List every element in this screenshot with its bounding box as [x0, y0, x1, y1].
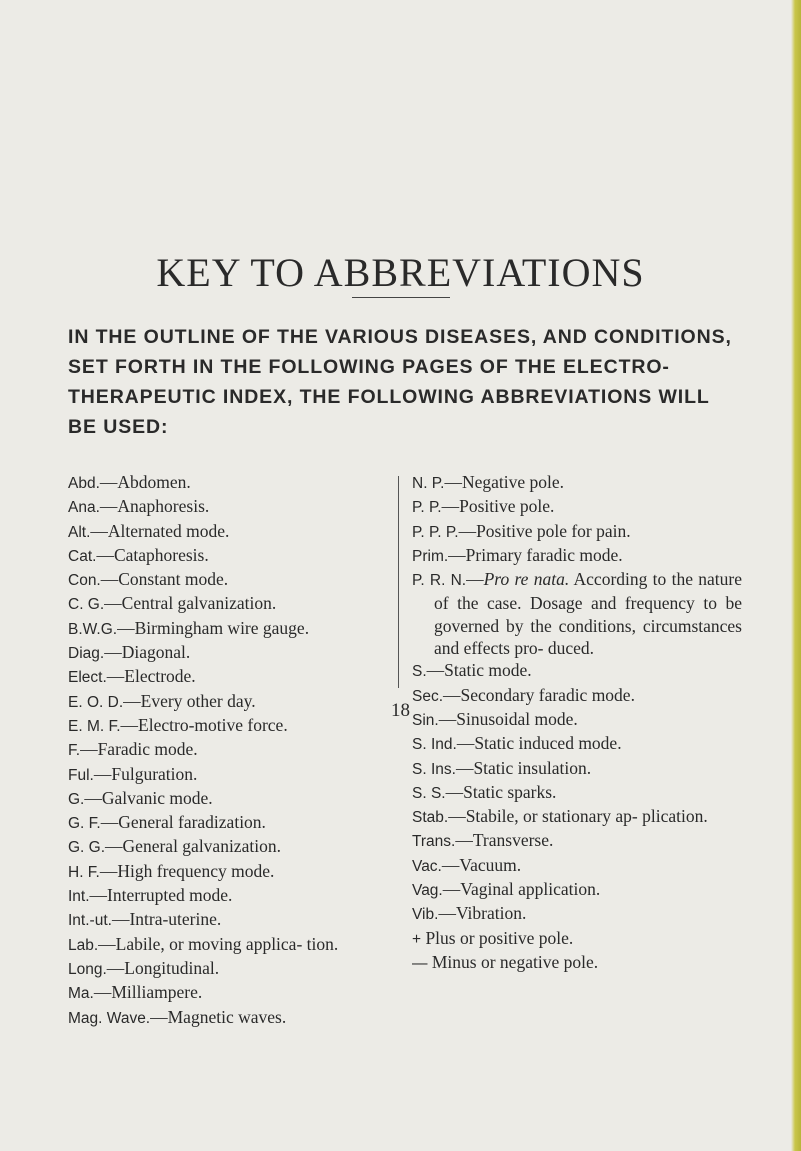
- abbreviation-entry: Ful.—Fulguration.: [68, 763, 198, 784]
- abbreviation-entry: P. R. N.—Pro re nata. According to the nature of the case. Dosage and frequency to be governed by the conditions, circumstances and effects pro- duced.: [412, 569, 742, 659]
- abbreviation-entry: G.—Galvanic mode.: [68, 787, 213, 808]
- abbreviation-entry: Vac.—Vacuum.: [412, 854, 522, 875]
- definition: Abdomen.: [117, 472, 191, 492]
- abbreviation-entry: Lab.—Labile, or moving applica- tion.: [68, 933, 339, 954]
- page-title: KEY TO ABBREVIATIONS: [156, 249, 645, 295]
- definition: Longitudinal.: [124, 957, 220, 978]
- abbreviation-entry: Diag.—Diagonal.: [68, 642, 191, 663]
- abbreviation: Mag. Wave.: [68, 1009, 151, 1027]
- abbreviation: Long.: [68, 960, 107, 978]
- definition: Static sparks.: [463, 781, 557, 802]
- abbreviation-entry: Vag.—Vaginal application.: [412, 879, 601, 900]
- definition: Transverse.: [472, 830, 554, 851]
- abbreviation: Ful.: [68, 766, 94, 784]
- abbreviation: E. M. F.: [68, 717, 121, 735]
- definition: Anaphoresis.: [117, 496, 210, 517]
- abbreviation-entry: Con.—Constant mode.: [68, 569, 229, 590]
- definition: Diagonal.: [121, 642, 191, 663]
- definition: Negative pole.: [461, 472, 564, 492]
- abbreviation: Con.: [68, 572, 101, 590]
- left-column: [68, 471, 388, 1030]
- definition: Positive pole for pain.: [476, 520, 631, 541]
- abbreviation-entry: Sin.—Sinusoidal mode.: [412, 708, 578, 729]
- abbreviation-entry: Sec.—Secondary faradic mode.: [412, 684, 635, 705]
- definition: Primary faradic mode.: [465, 544, 623, 565]
- abbreviation-entry: P. P. P.—Positive pole for pain.: [412, 520, 631, 541]
- abbreviation-entry: Abd.—Abdomen.: [68, 472, 191, 492]
- definition: Sinusoidal mode.: [456, 708, 578, 729]
- abbreviation-entry: Prim.—Primary faradic mode.: [412, 544, 623, 565]
- abbreviation-entry: Alt.—Alternated mode.: [68, 520, 230, 541]
- abbreviation: Vib.: [412, 906, 439, 924]
- abbreviation: N. P.: [412, 475, 445, 492]
- abbreviation-entry: P. P.—Positive pole.: [412, 496, 555, 517]
- abbreviation: S. Ind.: [412, 736, 457, 754]
- abbreviation: +: [412, 930, 422, 948]
- definition-italic: Pro re nata.: [483, 569, 570, 590]
- abbreviation: H. F.: [68, 863, 100, 881]
- abbreviation-entry: [412, 951, 742, 975]
- abbreviation: Ana.: [68, 499, 100, 517]
- abbreviation-entry: Vib.—Vibration.: [412, 903, 527, 924]
- definition: Every other day.: [140, 690, 256, 711]
- abbreviation-entry: Long.—Longitudinal.: [68, 957, 220, 978]
- definition: Vacuum.: [459, 854, 522, 875]
- abbreviation-entry: H. F.—High frequency mode.: [68, 860, 275, 881]
- abbreviation-entry: S. Ins.—Static insulation.: [412, 757, 592, 778]
- definition: Cataphoresis.: [113, 544, 209, 565]
- abbreviation-entry: Elect.—Electrode.: [68, 666, 196, 687]
- abbreviation-entry: C. G.—Central galvanization.: [68, 593, 277, 614]
- definition: Alternated mode.: [107, 520, 230, 541]
- definition: Minus or negative pole.: [431, 951, 599, 972]
- abbreviation: S.: [412, 663, 427, 681]
- abbreviation: Ma.: [68, 985, 94, 1003]
- definition: Constant mode.: [118, 569, 229, 590]
- abbreviation: Vac.: [412, 857, 442, 875]
- abbreviation-entry: B.W.G.—Birmingham wire gauge.: [68, 617, 310, 638]
- definition: Birmingham wire gauge.: [134, 617, 310, 638]
- abbreviation: Int.-ut.: [68, 912, 112, 930]
- abbreviation: —: [412, 954, 428, 972]
- definition: Intra-uterine.: [129, 909, 222, 930]
- abbreviation: Cat.: [68, 547, 97, 565]
- definition: Faradic mode.: [97, 739, 198, 760]
- page-number: 18: [391, 700, 410, 721]
- abbreviation-entry: E. M. F.—Electro-motive force.: [68, 714, 288, 735]
- abbreviation-entry: E. O. D.—Every other day.: [68, 690, 256, 711]
- abbreviation-entry: S.—Static mode.: [412, 660, 532, 681]
- abbreviation: P. P.: [412, 499, 442, 517]
- abbreviation: B.W.G.: [68, 620, 118, 638]
- definition: General faradization.: [118, 812, 266, 833]
- definition: Interrupted mode.: [107, 885, 233, 906]
- abbreviation-entry: Ma.—Milliampere.: [68, 982, 203, 1003]
- abbreviation: P. R. N.: [412, 572, 467, 590]
- definition: Magnetic waves.: [167, 1006, 287, 1027]
- abbreviation: Alt.: [68, 523, 91, 541]
- abbreviation-entry: Int.—Interrupted mode.: [68, 885, 233, 906]
- subtitle: IN THE OUTLINE OF THE VARIOUS DISEASES, AND CONDITIONS, SET FORTH IN THE FOLLOWING PAGES OF THE ELECTRO-THERAPEUTIC INDEX, THE FOLLOWING ABBREVIATIONS WILL BE USED:: [68, 326, 732, 438]
- definition: Plus or positive pole.: [425, 927, 574, 948]
- abbreviation: G. F.: [68, 815, 101, 833]
- definition: Secondary faradic mode.: [460, 684, 635, 705]
- abbreviation: Sin.: [412, 711, 439, 729]
- abbreviation: S. S.: [412, 784, 446, 802]
- abbreviation-entry: Ana.—Anaphoresis.: [68, 496, 210, 517]
- abbreviation: Sec.: [412, 687, 444, 705]
- abbreviation-entry: G. F.—General faradization.: [68, 812, 266, 833]
- abbreviation-entry: N. P.—Negative pole.: [412, 472, 564, 492]
- definition: Vibration.: [455, 903, 527, 924]
- definition: Galvanic mode.: [101, 787, 213, 808]
- abbreviation: F.: [68, 742, 81, 760]
- abbreviation: Vag.: [412, 882, 443, 900]
- definition: Labile, or moving applica- tion.: [115, 933, 339, 954]
- abbreviation: S. Ins.: [412, 760, 456, 778]
- definition: Static induced mode.: [474, 733, 622, 754]
- abbreviation: E. O. D.: [68, 693, 124, 711]
- abbreviation: G.: [68, 790, 85, 808]
- definition: Milliampere.: [111, 982, 203, 1003]
- title-rule: [352, 297, 450, 298]
- right-column: [412, 471, 742, 975]
- abbreviation-entry: S. Ind.—Static induced mode.: [412, 733, 622, 754]
- definition: Static insulation.: [473, 757, 592, 778]
- definition: Central galvanization.: [121, 593, 277, 614]
- abbreviation: Abd.: [68, 475, 100, 492]
- abbreviation-entry: F.—Faradic mode.: [68, 739, 198, 760]
- abbreviation: Elect.: [68, 669, 107, 687]
- abbreviation-entry: Cat.—Cataphoresis.: [68, 544, 209, 565]
- definition: Static mode.: [444, 660, 532, 681]
- abbreviation: Int.: [68, 888, 90, 906]
- definition: Electro-motive force.: [138, 714, 288, 735]
- abbreviation-entry: Int.-ut.—Intra-uterine.: [68, 909, 222, 930]
- abbreviation: Lab.: [68, 936, 99, 954]
- abbreviation-entry: Mag. Wave.—Magnetic waves.: [68, 1006, 287, 1027]
- definition: According to the nature of the case. Dosage and frequency to be governed by the conditions, circumstances and effects pro- duced.: [434, 569, 742, 659]
- definition: Positive pole.: [459, 496, 555, 517]
- abbreviation: Stab.: [412, 809, 449, 827]
- definition: High frequency mode.: [117, 860, 275, 881]
- abbreviation-entry: Trans.—Transverse.: [412, 830, 554, 851]
- abbreviation: G. G.: [68, 839, 106, 857]
- abbreviation: P. P. P.: [412, 523, 459, 541]
- abbreviation-entry: G. G.—General galvanization.: [68, 836, 281, 857]
- abbreviation: Trans.: [412, 833, 456, 851]
- abbreviation-entry: [412, 927, 742, 951]
- definition: Electrode.: [124, 666, 196, 687]
- abbreviation: Diag.: [68, 645, 105, 663]
- abbreviation-entry: Stab.—Stabile, or stationary ap- plication.: [412, 806, 708, 827]
- definition: Vaginal application.: [460, 879, 601, 900]
- definition: Fulguration.: [111, 763, 198, 784]
- abbreviation-entry: S. S.—Static sparks.: [412, 781, 557, 802]
- definition: Stabile, or stationary ap- plication.: [465, 806, 708, 827]
- abbreviation: Prim.: [412, 547, 449, 565]
- column-divider: [398, 476, 399, 688]
- definition: General galvanization.: [122, 836, 281, 857]
- abbreviation: C. G.: [68, 596, 105, 614]
- page-edge: [791, 0, 801, 1151]
